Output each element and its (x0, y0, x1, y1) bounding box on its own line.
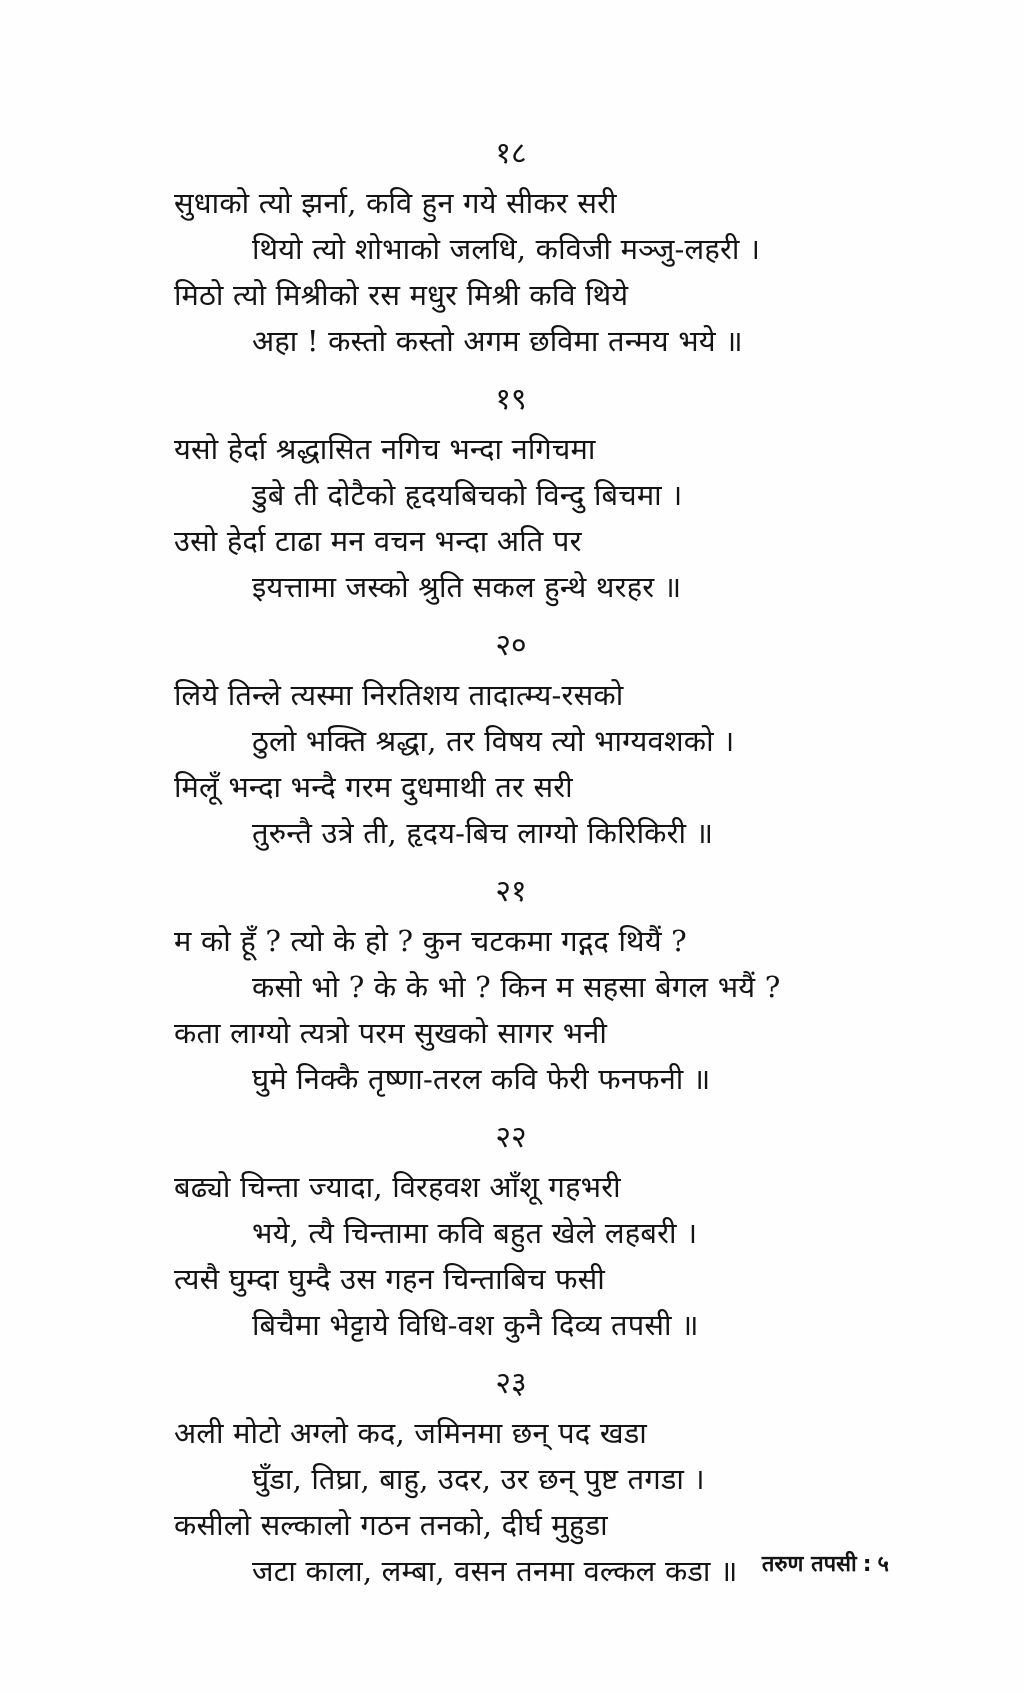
stanza-number: २१ (495, 874, 527, 909)
stanza-number: १९ (495, 382, 527, 417)
verse-line: कसो भो ? के के भो ? किन म सहसा बेगल भयैं ? (252, 970, 781, 1004)
verse-line: डुबे ती दोटैको हृदयबिचको विन्दु बिचमा । (252, 478, 683, 512)
verse-line: जटा काला, लम्बा, वसन तनमा वल्कल कडा ॥ (252, 1554, 738, 1588)
verse-line: म को हूँ ? त्यो के हो ? कुन चटकमा गद्गद थियैं ? (174, 924, 687, 958)
verse-line: मिलूँ भन्दा भन्दै गरम दुधमाथी तर सरी (174, 770, 573, 804)
footer-separator: : (862, 1552, 872, 1577)
stanza-21 (174, 870, 824, 1102)
verse-line: घुँडा, तिघ्रा, बाहु, उदर, उर छन् पुष्ट तगडा । (252, 1462, 705, 1496)
verse-line: अहा ! कस्तो कस्तो अगम छविमा तन्मय भये ॥ (252, 324, 743, 358)
stanza-23 (174, 1362, 824, 1594)
stanza-number: २० (495, 628, 527, 663)
verse-line: बिचैमा भेट्टाये विधि-वश कुनै दिव्य तपसी ॥ (252, 1308, 699, 1342)
verse-line: लिये तिन्ले त्यस्मा निरतिशय तादात्म्य-रसको (174, 678, 624, 712)
verse-line: त्यसै घुम्दा घुम्दै उस गहन चिन्ताबिच फसी (174, 1262, 605, 1296)
verse-line: तुरुन्तै उत्रे ती, हृदय-बिच लाग्यो किरिकिरी ॥ (252, 816, 714, 850)
stanza-22 (174, 1116, 824, 1348)
page-number: ५ (877, 1552, 889, 1577)
verse-line: अली मोटो अग्लो कद, जमिनमा छन् पद खडा (174, 1416, 647, 1450)
stanza-20 (174, 624, 824, 856)
book-title: तरुण तपसी (761, 1552, 857, 1577)
verse-line: मिठो त्यो मिश्रीको रस मधुर मिश्री कवि थिये (174, 278, 629, 312)
verse-line: इयत्तामा जस्को श्रुति सकल हुन्थे थरहर ॥ (252, 570, 682, 604)
verse-line: कता लाग्यो त्यत्रो परम सुखको सागर भनी (174, 1016, 608, 1050)
verse-line: कसीलो सल्कालो गठन तनको, दीर्घ मुहुडा (174, 1508, 608, 1542)
verse-line: यसो हेर्दा श्रद्धासित नगिच भन्दा नगिचमा (174, 432, 596, 466)
stanza-number: १८ (495, 136, 527, 171)
verse-line: भये, त्यै चिन्तामा कवि बहुत खेले लहबरी । (252, 1216, 698, 1250)
verse-line: घुमे निक्कै तृष्णा-तरल कवि फेरी फनफनी ॥ (252, 1062, 711, 1096)
verse-line: उसो हेर्दा टाढा मन वचन भन्दा अति पर (174, 524, 582, 558)
stanza-number: २२ (495, 1120, 527, 1155)
running-footer (762, 1548, 889, 1578)
verse-line: थियो त्यो शोभाको जलधि, कविजी मञ्जु-लहरी । (252, 232, 761, 266)
stanza-number: २३ (495, 1366, 527, 1401)
verse-line: सुधाको त्यो झर्ना, कवि हुन गये सीकर सरी (174, 186, 617, 220)
verse-line: बढ्यो चिन्ता ज्यादा, विरहवश आँशू गहभरी (174, 1170, 621, 1204)
verse-column (174, 132, 824, 1594)
stanza-18 (174, 132, 824, 364)
stanza-19 (174, 378, 824, 610)
verse-line: ठुलो भक्ति श्रद्धा, तर विषय त्यो भाग्यवशको । (252, 724, 735, 758)
